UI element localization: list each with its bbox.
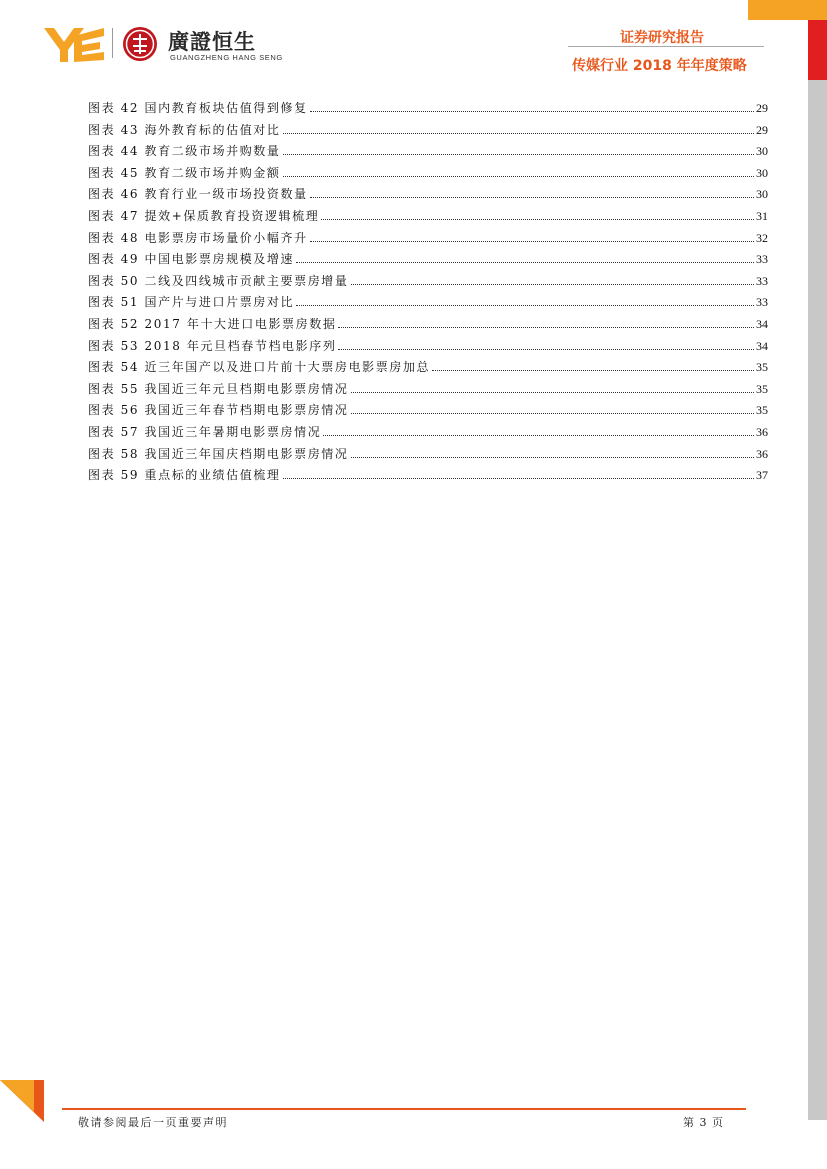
toc-leader-dots xyxy=(283,477,755,479)
logo-separator xyxy=(112,28,113,58)
toc-entry-page: 37 xyxy=(756,468,768,483)
toc-entry[interactable] xyxy=(88,184,768,206)
toc-leader-dots xyxy=(323,434,754,436)
toc-leader-dots xyxy=(338,326,754,328)
toc-entry-page: 36 xyxy=(756,446,768,461)
toc-entry-page: 35 xyxy=(756,381,768,396)
toc-entry-page: 33 xyxy=(756,295,768,310)
toc-entry[interactable] xyxy=(88,444,768,466)
toc-entry-label: 图表 48 电影票房市场量价小幅齐升 xyxy=(88,230,308,245)
toc-entry[interactable] xyxy=(88,314,768,336)
toc-leader-dots xyxy=(283,175,755,177)
toc-entry-label: 图表 51 国产片与进口片票房对比 xyxy=(88,295,295,310)
toc-entry-page: 34 xyxy=(756,338,768,353)
brand-name-cn: 廣證恒生 xyxy=(168,30,256,54)
toc-leader-dots xyxy=(310,240,754,242)
header-divider xyxy=(568,46,764,47)
toc-entry[interactable] xyxy=(88,292,768,314)
toc-entry-label: 图表 42 国内教育板块估值得到修复 xyxy=(88,101,308,115)
toc-entry-label: 图表 44 教育二级市场并购数量 xyxy=(88,144,281,159)
toc-leader-dots xyxy=(296,304,754,306)
toc-entry-page: 29 xyxy=(756,122,768,137)
corner-tab-red xyxy=(808,20,827,80)
page-header xyxy=(0,0,827,90)
toc-entry-label: 图表 58 我国近三年国庆档期电影票房情况 xyxy=(88,446,349,461)
toc-entry[interactable] xyxy=(88,141,768,163)
toc-leader-dots xyxy=(321,218,754,220)
toc-leader-dots xyxy=(351,412,755,414)
toc-entry[interactable] xyxy=(88,422,768,444)
footer-disclaimer: 敬请参阅最后一页重要声明 xyxy=(78,1116,228,1129)
toc-entry-page: 30 xyxy=(756,187,768,202)
toc-entry-label: 图表 49 中国电影票房规模及增速 xyxy=(88,252,295,267)
toc-entry-page: 36 xyxy=(756,424,768,439)
toc-entry[interactable] xyxy=(88,206,768,228)
toc-entry-page: 34 xyxy=(756,316,768,331)
toc-entry[interactable] xyxy=(88,357,768,379)
toc-entry-page: 29 xyxy=(756,101,768,115)
footer-divider xyxy=(62,1108,746,1110)
toc-entry-page: 30 xyxy=(756,165,768,180)
toc-entry[interactable] xyxy=(88,271,768,293)
toc-entry-label: 图表 53 2018 年元旦档春节档电影序列 xyxy=(88,338,337,353)
seal-logo-icon xyxy=(122,26,158,62)
toc-entry-page: 35 xyxy=(756,360,768,375)
toc-entry-page: 32 xyxy=(756,230,768,245)
toc-leader-dots xyxy=(351,283,755,285)
table-of-figures xyxy=(88,98,768,487)
footer-corner-icon xyxy=(0,1080,44,1122)
toc-entry-label: 图表 52 2017 年十大进口电影票房数据 xyxy=(88,316,337,331)
toc-entry-label: 图表 46 教育行业一级市场投资数量 xyxy=(88,187,308,202)
toc-entry[interactable] xyxy=(88,465,768,487)
toc-entry-page: 33 xyxy=(756,252,768,267)
page-number: 第 3 页 xyxy=(683,1116,724,1129)
toc-entry-label: 图表 56 我国近三年春节档期电影票房情况 xyxy=(88,403,349,418)
toc-entry-label: 图表 45 教育二级市场并购金额 xyxy=(88,165,281,180)
toc-leader-dots xyxy=(283,132,755,134)
toc-entry[interactable] xyxy=(88,98,768,120)
toc-entry-label: 图表 57 我国近三年暑期电影票房情况 xyxy=(88,424,322,439)
toc-leader-dots xyxy=(310,196,754,198)
toc-entry-label: 图表 54 近三年国产以及进口片前十大票房电影票房加总 xyxy=(88,360,431,375)
report-type: 证券研究报告 xyxy=(620,30,704,46)
corner-tab-orange xyxy=(748,0,827,20)
toc-entry[interactable] xyxy=(88,336,768,358)
toc-leader-dots xyxy=(351,456,755,458)
toc-entry[interactable] xyxy=(88,379,768,401)
toc-entry-page: 35 xyxy=(756,403,768,418)
toc-entry[interactable] xyxy=(88,249,768,271)
report-title: 传媒行业 2018 年年度策略 xyxy=(572,58,747,74)
toc-entry-page: 33 xyxy=(756,273,768,288)
toc-entry-label: 图表 43 海外教育标的估值对比 xyxy=(88,122,281,137)
side-bar xyxy=(808,80,827,1120)
toc-entry-page: 30 xyxy=(756,144,768,159)
toc-leader-dots xyxy=(310,110,754,112)
toc-entry-page: 31 xyxy=(756,208,768,223)
toc-entry[interactable] xyxy=(88,120,768,142)
toc-entry-label: 图表 50 二线及四线城市贡献主要票房增量 xyxy=(88,273,349,288)
toc-entry-label: 图表 55 我国近三年元旦档期电影票房情况 xyxy=(88,381,349,396)
ye-logo-icon xyxy=(44,24,106,64)
toc-entry[interactable] xyxy=(88,400,768,422)
toc-leader-dots xyxy=(338,348,754,350)
toc-entry-label: 图表 59 重点标的业绩估值梳理 xyxy=(88,468,281,483)
toc-leader-dots xyxy=(432,369,754,371)
toc-leader-dots xyxy=(296,261,754,263)
toc-entry[interactable] xyxy=(88,163,768,185)
toc-leader-dots xyxy=(351,391,755,393)
toc-entry[interactable] xyxy=(88,228,768,250)
toc-entry-label: 图表 47 提效+保质教育投资逻辑梳理 xyxy=(88,208,320,223)
brand-name-en: GUANGZHENG HANG SENG xyxy=(170,53,283,62)
toc-leader-dots xyxy=(283,153,755,155)
